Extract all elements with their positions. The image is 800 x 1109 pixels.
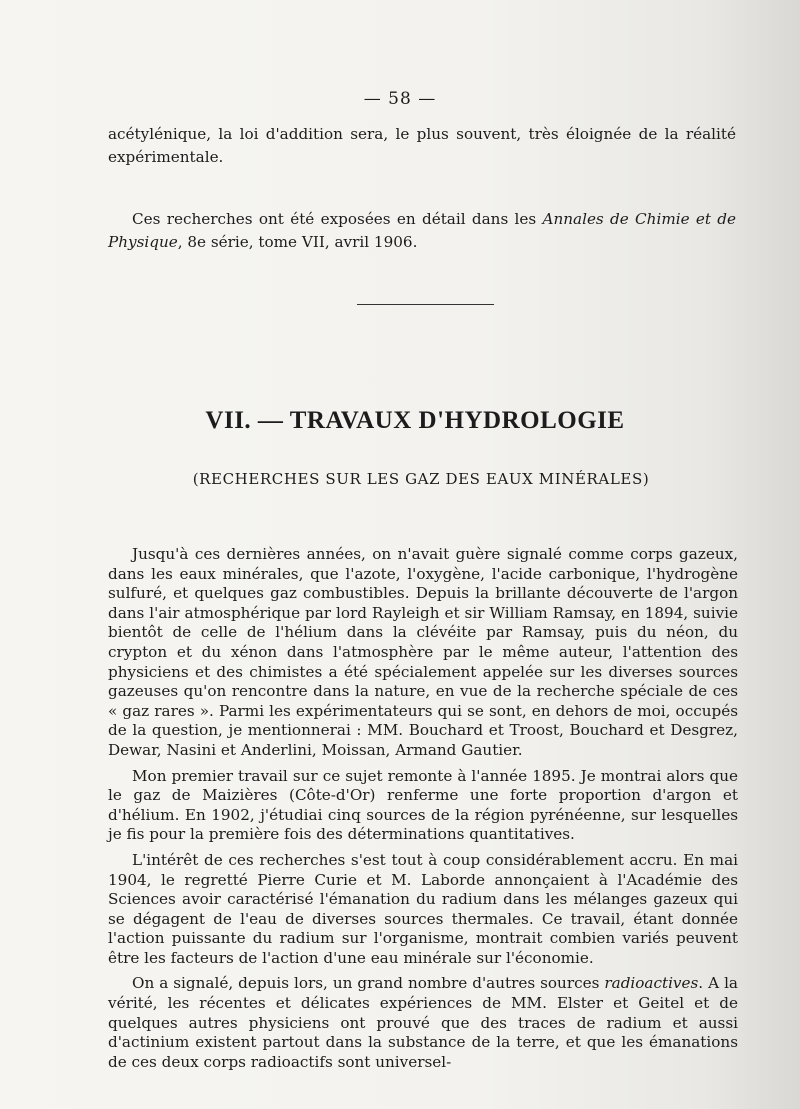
section-title: VII. — TRAVAUX D'HYDROLOGIE xyxy=(205,407,625,434)
body-paragraph-1: Jusqu'à ces dernières années, on n'avait guère signalé comme corps gazeux, dans les eaux minérales, que l'azote, l'oxygène, l'acide carbonique, l'hydrogène sulfuré, et quelques gaz combustibles. Depuis la brillante découverte de l'argon dans l'air atmosphérique par lord Rayleigh et sir William Ramsay, en 1894, suivie bientôt de celle de l'hélium dans la clévéite par Ramsay, puis du néon, du crypton et du xénon dans l'atmosphère par le même auteur, l'attention des physiciens et des chimistes a été spécialement appelée sur les diverses sources gazeuses qu'on rencontre dans la nature, en vue de la recherche spéciale de ces « gaz rares ». Parmi les expérimentateurs qui se sont, en dehors de moi, occupés de la question, je mentionnerai : MM. Bouchard et Troost, Bouchard et Desgrez, Dewar, Nasini et Anderlini, Moissan, Armand Gautier. xyxy=(108,545,738,759)
body-paragraph-3: L'intérêt de ces recherches s'est tout à coup considérablement accru. En mai 1904, le regretté Pierre Curie et M. Laborde annonçaient à l'Académie des Sciences avoir caractérisé l'émanation du radium dans les mélanges gazeux qui se dégagent de l'eau de diverses sources thermales. Ce travail, étant donnée l'action puissante du radium sur l'organisme, montrait combien variés peuvent être les facteurs de l'action d'une eau minérale sur l'économie. xyxy=(108,850,738,967)
continuation-paragraph: acétylénique, la loi d'addition sera, le plus souvent, très éloignée de la réalité expérimentale. xyxy=(108,125,736,167)
body-paragraph-2: Mon premier travail sur ce sujet remonte à l'année 1895. Je montrai alors que le gaz de Maizières (Côte-d'Or) renferme une forte proportion d'argon et d'hélium. En 1902, j'étudiai cinq sources de la région pyrénéenne, sur lesquelles je fis pour la première fois des déterminations quantitatives. xyxy=(108,766,738,844)
section-body xyxy=(108,545,738,1072)
section-divider xyxy=(357,304,494,305)
radioactives-term: radioactives xyxy=(604,974,699,993)
reference-prefix: Ces recherches ont été exposées en détail dans les xyxy=(132,210,543,228)
body-paragraph-4-suffix: . A la vérité, les récentes et délicates expériences de MM. Elster et Geitel et de quelques autres physiciens ont prouvé que des traces de radium et aussi d'actinium existent partout dans la substance de la terre, et que les émanations de ces deux corps radioactifs sont universel- xyxy=(108,974,738,1071)
body-paragraph-4-prefix: On a signalé, depuis lors, un grand nombre d'autres sources xyxy=(132,974,605,993)
reference-suffix: , 8e série, tome VII, avril 1906. xyxy=(177,233,418,252)
section-subtitle: (RECHERCHES SUR LES GAZ DES EAUX MINÉRALES) xyxy=(192,470,650,488)
reference-paragraph xyxy=(108,208,736,254)
body-paragraph-4 xyxy=(108,974,738,1072)
page-number: — 58 — xyxy=(363,89,437,109)
reference-journal: Annales de Chimie et de Physique xyxy=(108,210,736,252)
